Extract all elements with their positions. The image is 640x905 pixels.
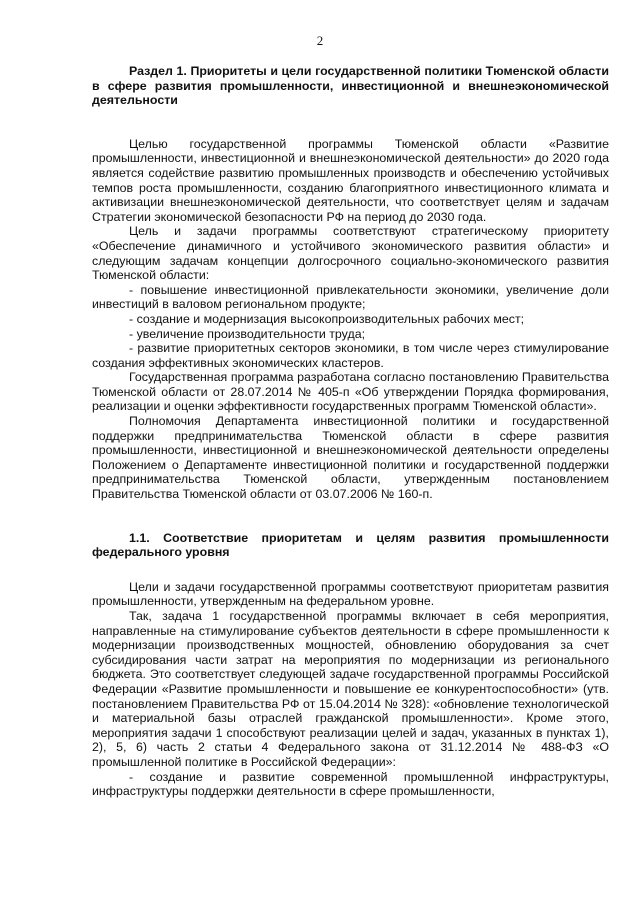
list-item: - повышение инвестиционной привлекательности экономики, увеличение доли инвестиций в валовом региональном продукте;	[92, 282, 609, 312]
section-1-paragraph: Полномочия Департамента инвестиционной политики и государственной поддержки предпринимательства Тюменской области в сфере развития промышленности, инвестиционной и внешнеэкономической деятельности определены Положением о Департаменте инвестиционной политики и государственной поддержки предпринимательства Тюменской области, утвержденным постановлением Правительства Тюменской области от 03.07.2006 № 160-п.	[92, 414, 609, 502]
section-1-1-heading: 1.1. Соответствие приоритетам и целям развития промышленности федерального уровня	[92, 530, 609, 560]
list-item: - увеличение производительности труда;	[129, 326, 366, 341]
document-body	[92, 64, 609, 799]
page-number: 2	[316, 33, 324, 48]
section-1-paragraph: Государственная программа разработана согласно постановлению Правительства Тюменской области от 28.07.2014 № 405-п «Об утверждении Порядка формирования, реализации и оценки эффективности государственных программ Тюменской области».	[92, 370, 609, 414]
section-1-paragraph: Целью государственной программы Тюменской области «Развитие промышленности, инвестиционной и внешнеэкономической деятельности» до 2020 года является содействие развитию промышленных производств и обеспечению устойчивых темпов роста промышленности, созданию благоприятного инвестиционного климата и активизации внешнеэкономической деятельности, что соответствует целям и задачам Стратегии экономической безопасности РФ на период до 2030 года.	[92, 136, 609, 224]
list-item: - создание и модернизация высокопроизводительных рабочих мест;	[129, 311, 525, 326]
section-1-1-paragraph: Так, задача 1 государственной программы включает в себя мероприятия, направленные на стимулирование субъектов деятельности в сфере промышленности к модернизации производственных мощностей, обновлению оборудования за счет субсидирования части затрат на мероприятия по модернизации из регионального бюджета. Это соответствует следующей задаче государственной программы Российской Федерации «Развитие промышленности и повышение ее конкурентоспособности» (утв. постановлением Правительства РФ от 15.04.2014 № 328): «обновление технологической и материальной базы отраслей гражданской промышленности». Кроме этого, мероприятия задачи 1 способствуют реализации целей и задач, указанных в пунктах 1), 2), 5, 6) часть 2 статьи 4 Федерального закона от 31.12.2014 № 488-ФЗ «О промышленной политике в Российской Федерации»:	[92, 609, 609, 769]
section-1-1-paragraph: - создание и развитие современной промышленной инфраструктуры, инфраструктуры поддержки деятельности в сфере промышленности,	[92, 769, 609, 799]
section-1-heading: Раздел 1. Приоритеты и цели государственной политики Тюменской области в сфере развития промышленности, инвестиционной и внешнеэкономической деятельности	[92, 64, 609, 108]
section-1-paragraph: Цель и задачи программы соответствуют стратегическому приоритету «Обеспечение динамичного и устойчивого экономического развития области» и следующим задачам концепции долгосрочного социально-экономического развития Тюменской области:	[92, 224, 609, 283]
list-item: - развитие приоритетных секторов экономики, в том числе через стимулирование создания эффективных экономических кластеров.	[92, 341, 609, 370]
section-1-1-paragraph: Цели и задачи государственной программы соответствуют приоритетам развития промышленности, утвержденным на федеральном уровне.	[92, 579, 609, 609]
